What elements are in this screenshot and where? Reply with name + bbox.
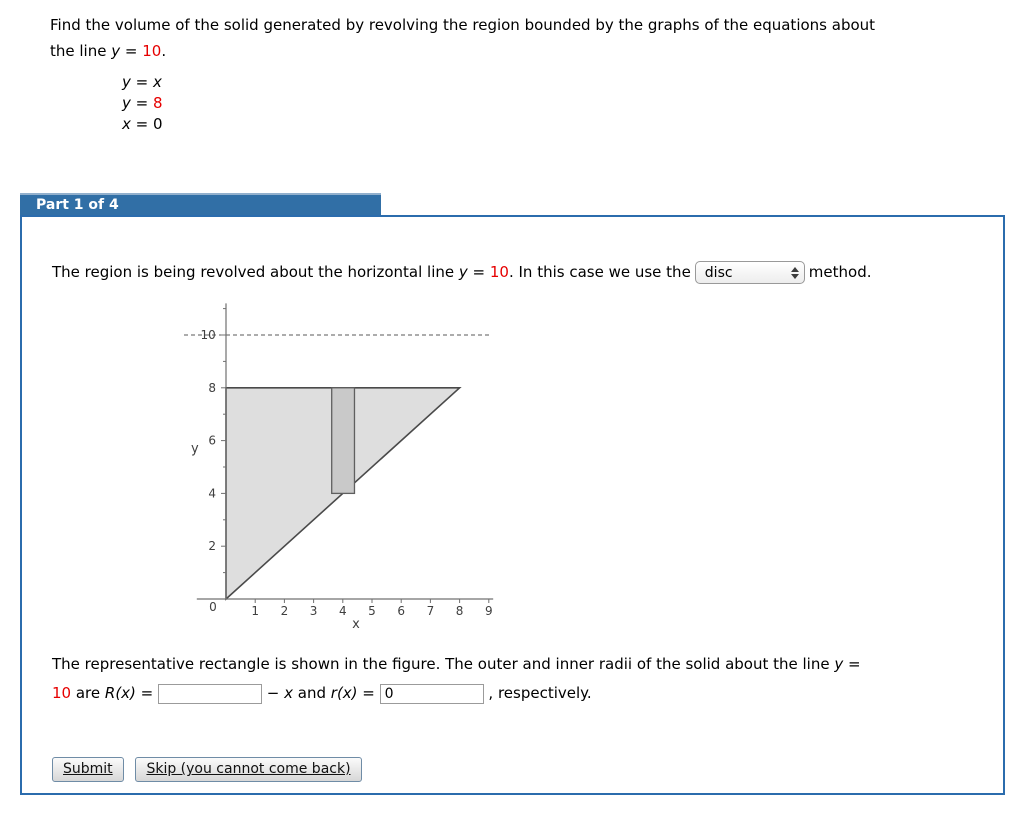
select-stepper-icon — [791, 267, 799, 279]
svg-text:6: 6 — [208, 433, 216, 448]
svg-text:9: 9 — [484, 604, 493, 618]
svg-text:7: 7 — [426, 604, 435, 618]
svg-text:8: 8 — [208, 380, 216, 395]
skip-button[interactable]: Skip (you cannot come back) — [135, 757, 361, 782]
answer-line1 — [52, 651, 973, 677]
method-sentence-eq: = — [467, 263, 490, 281]
inner-radius-input[interactable] — [380, 684, 484, 704]
submit-button[interactable]: Submit — [52, 757, 124, 782]
svg-text:6: 6 — [397, 604, 406, 618]
svg-text:0: 0 — [209, 600, 217, 614]
problem-line1 — [50, 12, 974, 38]
problem-line2-pre: the line — [50, 42, 112, 60]
answer-line1-eq: = — [843, 655, 861, 673]
svg-text:x: x — [352, 617, 360, 632]
answer-line1-pre: The representative rectangle is shown in the figure. The outer and inner radii of the solid about the line — [52, 655, 835, 673]
inner-radius-label: r(x) — [330, 684, 358, 702]
outer-radius-eq: = — [135, 684, 159, 702]
method-sentence-mid: . In this case we use the — [508, 263, 691, 281]
equation-rhs: x — [153, 73, 162, 91]
part-content-box — [20, 215, 1005, 795]
answer-value-red: 10 — [52, 684, 72, 702]
equation-lhs: y — [122, 73, 131, 91]
svg-text:y: y — [191, 441, 199, 457]
answer-line2 — [52, 679, 973, 707]
svg-text:2: 2 — [208, 539, 216, 554]
answer-sentence — [52, 651, 973, 707]
problem-line2-period: . — [161, 42, 167, 60]
equation-sign: = — [130, 115, 153, 133]
equation-sign: = — [130, 73, 153, 91]
answer-tail: , respectively. — [483, 684, 592, 702]
method-select[interactable] — [695, 261, 805, 284]
equation-lhs: y — [122, 94, 131, 112]
method-select-value: disc — [704, 264, 733, 281]
answer-minus-var: x — [284, 684, 294, 702]
svg-text:4: 4 — [208, 486, 216, 501]
equation-row — [122, 93, 1024, 114]
problem-statement — [50, 12, 974, 64]
method-sentence-value: 10 — [489, 263, 509, 281]
equation-sign: = — [130, 94, 153, 112]
button-row — [52, 757, 973, 782]
problem-line2-value: 10 — [142, 42, 162, 60]
equation-rhs: 8 — [153, 94, 163, 112]
outer-radius-input[interactable] — [158, 684, 262, 704]
part-header — [20, 193, 381, 215]
problem-line2-var: y — [111, 42, 121, 60]
problem-line1-text: Find the volume of the solid generated by revolving the region bounded by the graphs of the equations about — [50, 16, 876, 34]
outer-radius-label: R(x) — [104, 684, 136, 702]
answer-are: are — [71, 684, 105, 702]
answer-and: and — [293, 684, 331, 702]
method-sentence-var: y — [458, 263, 468, 281]
svg-text:8: 8 — [455, 604, 464, 618]
svg-text:10: 10 — [200, 328, 216, 342]
equation-lhs: x — [122, 115, 131, 133]
problem-line2 — [50, 38, 974, 64]
problem-line2-eq: = — [120, 42, 143, 60]
svg-text:3: 3 — [309, 604, 318, 618]
svg-text:5: 5 — [368, 604, 376, 618]
figure-container — [182, 299, 973, 639]
equation-row — [122, 114, 1024, 135]
equation-list — [122, 72, 1024, 135]
method-sentence — [52, 259, 973, 285]
assignment-page — [0, 12, 1024, 795]
answer-line1-var: y — [834, 655, 844, 673]
equation-row — [122, 72, 1024, 93]
method-sentence-post: method. — [808, 263, 872, 281]
region-graph — [182, 299, 514, 635]
svg-text:4: 4 — [338, 604, 347, 618]
svg-text:1: 1 — [251, 604, 260, 618]
method-sentence-pre: The region is being revolved about the horizontal line — [52, 263, 459, 281]
part-header-label: Part 1 of 4 — [36, 197, 119, 213]
svg-text:2: 2 — [280, 604, 289, 618]
equation-rhs: 0 — [153, 115, 163, 133]
inner-radius-eq: = — [357, 684, 380, 702]
answer-minus: − — [262, 684, 285, 702]
